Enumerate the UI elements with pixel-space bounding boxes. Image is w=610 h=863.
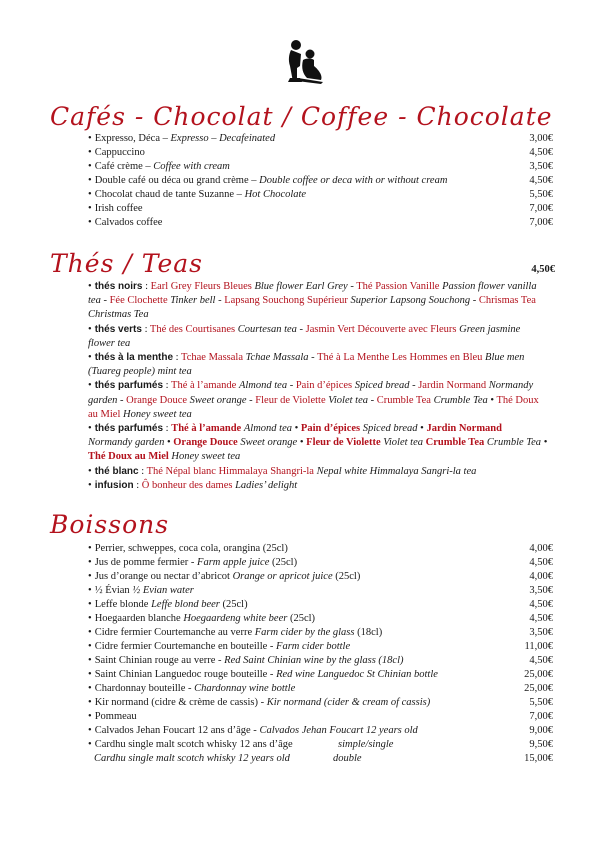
list-item: • Chocolat chaud de tante Suzanne – Hot Chocolate 5,50€: [88, 189, 553, 200]
list-item: Cardhu single malt scotch whisky 12 years old double 15,00€: [94, 753, 553, 764]
section-title-boissons: Boissons: [50, 510, 170, 539]
teas-list: [88, 280, 548, 493]
list-item: • Cidre fermier Courtemanche au verre Farm cider by the glass (18cl) 3,50€: [88, 627, 553, 638]
list-item: • thés parfumés : Thé à l’amande Almond tea • Pain d’épices Spiced bread • Jardin Normand Normandy garden • Orange Douce Sweet orange • Fleur de Violette Violet tea Crumble Tea Crumble Tea • Thé Doux au Miel Honey sweet tea: [88, 423, 548, 463]
section-title-thes: Thés / Teas: [50, 249, 203, 278]
list-item: • thé blanc : Thé Népal blanc Himmalaya Shangri-la Nepal white Himmalaya Sangri-la tea: [88, 465, 477, 477]
list-item: • Cidre fermier Courtemanche en bouteille - Farm cider bottle 11,00€: [88, 641, 553, 652]
list-item: • Leffe blonde Leffe blond beer (25cl) 4,50€: [88, 599, 553, 610]
list-item: • Jus d’orange ou nectar d’abricot Orange or apricot juice (25cl) 4,00€: [88, 571, 553, 582]
list-item: • Irish coffee 7,00€: [88, 203, 553, 214]
boissons-list: [88, 542, 553, 766]
children-silhouette-icon: [283, 38, 325, 84]
list-item: • Calvados Jehan Foucart 12 ans d’âge - Calvados Jehan Foucart 12 years old 9,00€: [88, 725, 553, 736]
list-item: • Kir normand (cidre & crème de cassis) - Kir normand (cider & cream of cassis) 5,50€: [88, 697, 553, 708]
list-item: • Expresso, Déca – Expresso – Decafeinated 3,00€: [88, 133, 553, 144]
list-item: • thés à la menthe : Tchae Massala Tchae Massala - Thé à La Menthe Les Hommes en Bleu Blue men (Tuareg people) mint tea: [88, 352, 525, 378]
list-item: • Saint Chinian Languedoc rouge bouteille - Red wine Languedoc St Chinian bottle 25,00€: [88, 669, 553, 680]
list-item: • thés parfumés : Thé à l’amande Almond tea - Pain d’épices Spiced bread - Jardin Normand Normandy garden - Orange Douce Sweet orange - Fleur de Violette Violet tea - Crumble Tea Crumble Tea • Thé Doux au Miel Honey sweet tea: [88, 380, 539, 420]
list-item: • Calvados coffee 7,00€: [88, 217, 553, 228]
list-item: • Saint Chinian rouge au verre - Red Saint Chinian wine by the glass (18cl) 4,50€: [88, 655, 553, 666]
thes-price: 4,50€: [531, 264, 555, 275]
list-item: • Chardonnay bouteille - Chardonnay wine bottle 25,00€: [88, 683, 553, 694]
list-item: • Pommeau 7,00€: [88, 711, 553, 722]
list-item: • Cardhu single malt scotch whisky 12 ans d’âge simple/single 9,50€: [88, 739, 553, 750]
list-item: • Hoegaarden blanche Hoegaardeng white beer (25cl) 4,50€: [88, 613, 553, 624]
list-item: • thés verts : Thé des Courtisanes Courtesan tea - Jasmin Vert Découverte avec Fleurs Green jasmine flower tea: [88, 323, 521, 349]
list-item: • thés noirs : Earl Grey Fleurs Bleues Blue flower Earl Grey - Thé Passion Vanille Passion flower vanilla tea - Fée Clochette Tinker bell - Lapsang Souchong Supérieur Superior Lapsong Souchong - Chrismas Tea Christmas Tea: [88, 281, 537, 321]
list-item: • Double café ou déca ou grand crème – Double coffee or deca with or without cream 4,50€: [88, 175, 553, 186]
list-item: • Cappuccino 4,50€: [88, 147, 553, 158]
list-item: • Café crème – Coffee with cream 3,50€: [88, 161, 553, 172]
cafes-list: [88, 132, 553, 230]
list-item: • infusion : Ô bonheur des dames Ladies’ delight: [88, 479, 298, 491]
list-item: • ½ Évian ½ Evian water 3,50€: [88, 585, 553, 596]
list-item: • Jus de pomme fermier - Farm apple juice (25cl) 4,50€: [88, 557, 553, 568]
section-title-cafes: Cafés - Chocolat / Coffee - Chocolate: [50, 102, 553, 131]
list-item: • Perrier, schweppes, coca cola, orangina (25cl) 4,00€: [88, 543, 553, 554]
